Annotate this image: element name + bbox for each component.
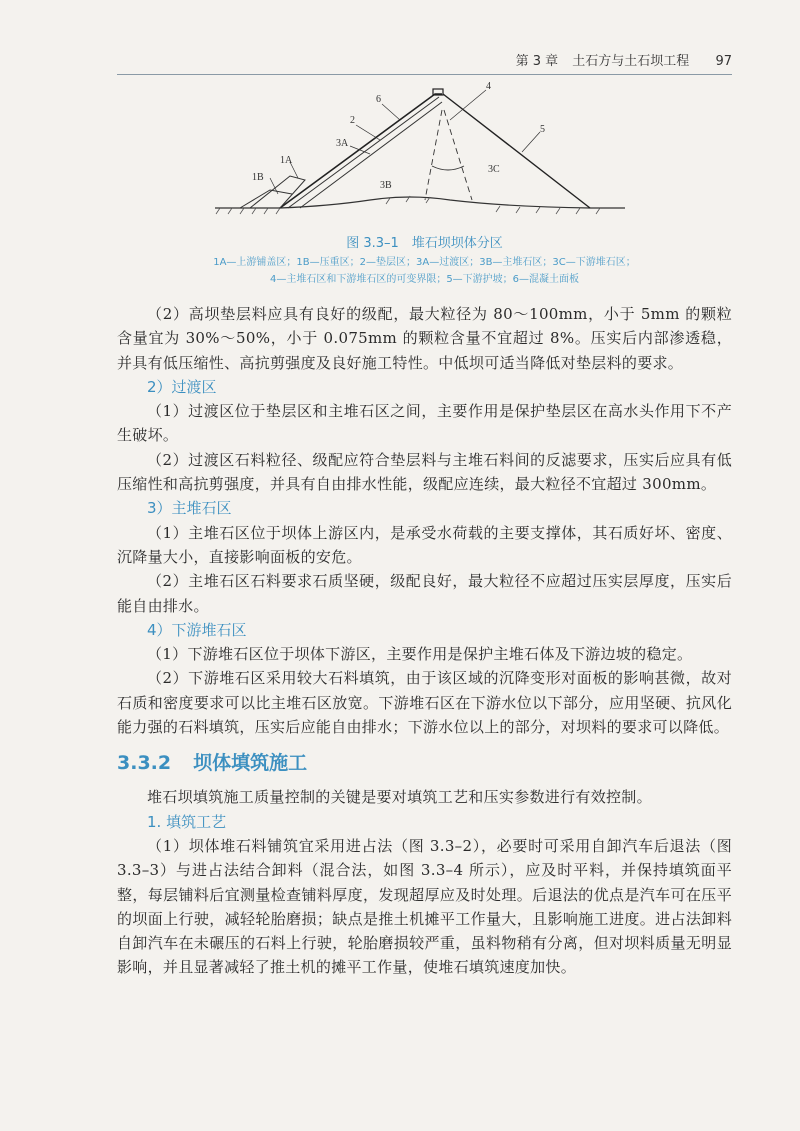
body-text — [117, 302, 732, 980]
downstream-slope — [443, 94, 590, 208]
label-4: 4 — [486, 81, 491, 92]
leader-lines — [270, 90, 540, 194]
face-slab — [280, 94, 442, 208]
subheading-main-rockfill-zone: 3）主堆石区 — [147, 499, 232, 518]
page-number: 97 — [715, 54, 732, 69]
section-title: 坝体填筑施工 — [193, 752, 308, 775]
paragraph: （1）坝体堆石料铺筑宜采用进占法（图 3.3–2），必要时可采用自卸汽车后退法（图 3.3–3）与进占法结合卸料（混合法，如图 3.3–4 所示），应及时平料，并保持填筑面平整，每层铺料后宜测量检查铺料厚度，发现超厚应及时处理。后退法的优点是汽车可在压平的坝面上行驶，减轻轮胎磨损；缺点是推土机摊平工作量大，且影响施工进度。进占法卸料自卸汽车在未碾压的石料上行驶，轮胎磨损较严重，虽料物稍有分离，但对坝料质量无明显影响，并且显著减轻了推土机的摊平工作量，使堆石填筑速度加快。 — [117, 836, 732, 977]
label-1a: 1A — [280, 155, 293, 166]
label-3c: 3C — [488, 164, 500, 175]
dam-zoning-figure — [210, 80, 630, 230]
figure-caption — [117, 234, 732, 288]
paragraph: （1）过渡区位于垫层区和主堆石区之间，主要作用是保护垫层区在高水头作用下不产生破坏。 — [117, 402, 732, 445]
subheading-filling-process: 1. 填筑工艺 — [147, 812, 227, 831]
label-3b: 3B — [380, 180, 392, 191]
dam-cross-section-diagram — [210, 80, 630, 230]
section-number: 3.3.2 — [117, 752, 172, 775]
paragraph: （2）下游堆石区采用较大石料填筑，由于该区域的沉降变形对面板的影响甚微，故对石质和密度要求可以比主堆石区放宽。下游堆石区在下游水位以下部分，应用坚硬、抗风化能力强的石料填筑，压实后应能自由排水；下游水位以上的部分，对坝料的要求可以降低。 — [117, 669, 732, 737]
label-2: 2 — [350, 115, 355, 126]
variable-boundary-left — [425, 110, 442, 200]
running-header — [117, 50, 732, 75]
label-1b: 1B — [252, 172, 264, 183]
paragraph: （1）主堆石区位于坝体上游区内，是承受水荷载的主要支撑体，其石质好坏、密度、沉降量大小，直接影响面板的安危。 — [117, 523, 732, 566]
paragraph: （1）下游堆石区位于坝体下游区，主要作用是保护主堆石体及下游边坡的稳定。 — [147, 645, 693, 664]
chapter-title: 土石方与土石坝工程 — [572, 54, 690, 69]
label-5: 5 — [540, 124, 545, 135]
figure-legend-line-2: 4—主堆石区和下游堆石区的可变界限；5—下游护坡；6—混凝土面板 — [269, 274, 580, 285]
ground-hatching — [216, 196, 600, 214]
paragraph: 堆石坝填筑施工质量控制的关键是要对填筑工艺和压实参数进行有效控制。 — [147, 788, 652, 807]
variable-boundary-right — [444, 110, 472, 200]
paragraph: （2）过渡区石料粒径、级配应符合垫层料与主堆石料间的反滤要求，压实后应具有低压缩性和高抗剪强度，并具有自由排水性能，级配应连续，最大粒径不宜超过 300mm。 — [117, 450, 732, 494]
figure-title: 图 3.3–1 堆石坝坝体分区 — [346, 236, 503, 251]
transition-zone-line — [300, 102, 442, 208]
paragraph: （2）主堆石区石料要求石质坚硬，级配良好，最大粒径不应超过压实层厚度，压实后能自由排水。 — [117, 572, 732, 615]
paragraph: （2）高坝垫层料应具有良好的级配，最大粒径为 80～100mm，小于 5mm 的颗粒含量宜为 30%～50%，小于 0.075mm 的颗粒含量不宜超过 8%。压实后内部渗透稳，并具有低压缩性、高抗剪强度及良好施工特性。中低坝可适当降低对垫层料的要求。 — [117, 305, 732, 372]
label-6: 6 — [376, 94, 381, 105]
label-3a: 3A — [336, 138, 349, 149]
section-heading — [117, 749, 732, 777]
boundary-angle-arc — [432, 166, 464, 170]
subheading-downstream-rockfill-zone: 4）下游堆石区 — [147, 620, 247, 639]
subheading-transition-zone: 2）过渡区 — [147, 377, 217, 396]
figure-legend-line-1: 1A—上游铺盖区；1B—压重区；2—垫层区；3A—过渡区；3B—主堆石区；3C—下游堆石区； — [213, 257, 636, 268]
chapter-number: 第 3 章 — [515, 54, 559, 69]
cushion-zone-line — [288, 97, 439, 208]
foundation-line — [215, 197, 625, 208]
